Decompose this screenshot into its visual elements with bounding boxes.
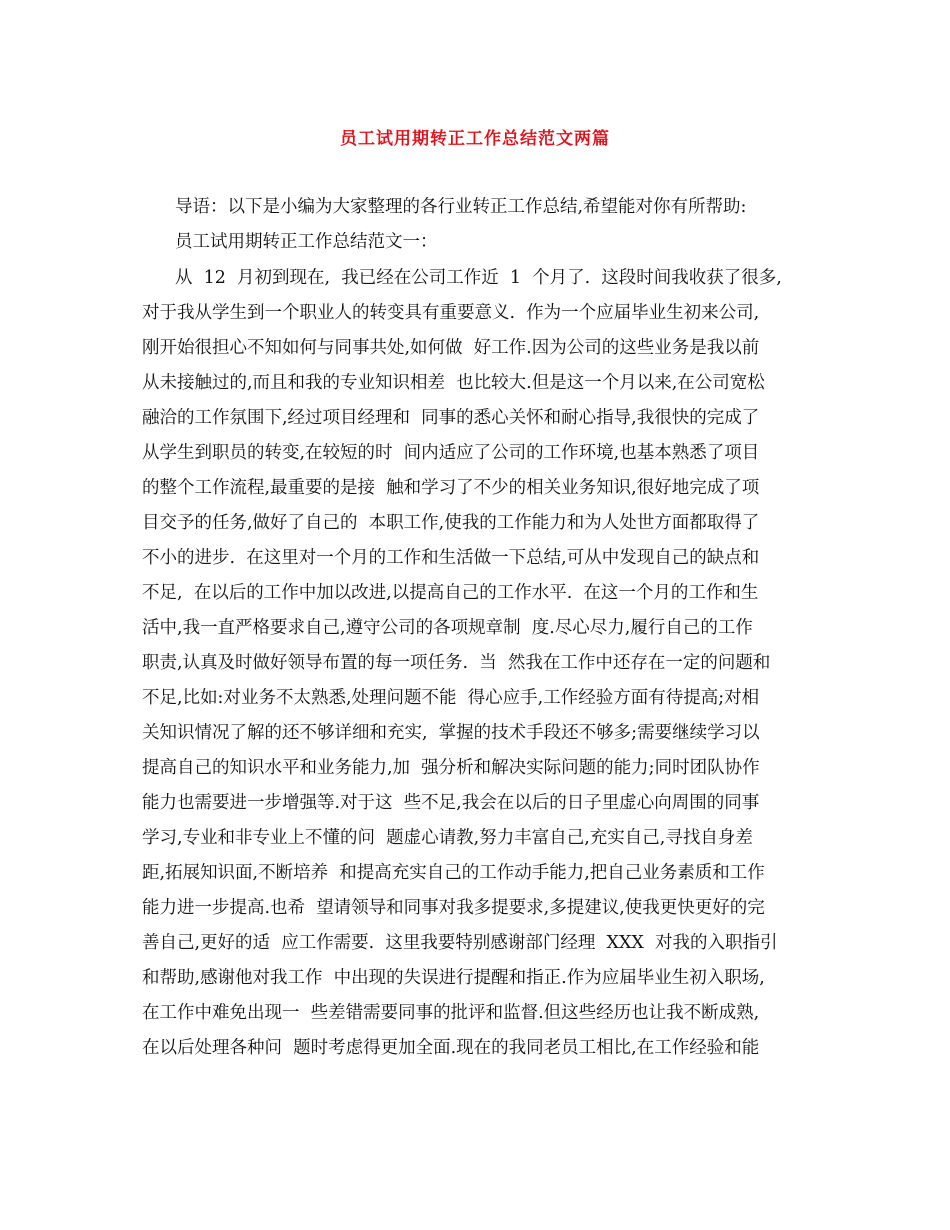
body-line: 职责,认真及时做好领导布置的每一项任务. 当 然我在工作中还存在一定的问题和 bbox=[142, 653, 771, 673]
body-line: 融洽的工作氛围下,经过项目经理和 同事的悉心关怀和耐心指导,我很快的完成了 bbox=[142, 408, 760, 428]
body-line: 从 12 月初到现在, 我已经在公司工作近 1 个月了. 这段时间我收获了很多, bbox=[175, 268, 782, 288]
body-line: 的整个工作流程,最重要的是接 触和学习了不少的相关业务知识,很好地完成了项 bbox=[142, 478, 760, 498]
body-line: 能力也需要进一步增强等.对于这 些不足,我会在以后的日子里虚心向周围的同事 bbox=[142, 793, 760, 813]
body-line: 提高自己的知识水平和业务能力,加 强分析和解决实际问题的能力;同时团队协作 bbox=[142, 758, 760, 778]
body-line: 目交予的任务,做好了自己的 本职工作,使我的工作能力和为人处世方面都取得了 bbox=[142, 513, 760, 533]
body-line: 不足,比如:对业务不太熟悉,处理问题不能 得心应手,工作经验方面有待提高;对相 bbox=[142, 688, 760, 708]
body-line: 能力进一步提高.也希 望请领导和同事对我多提要求,多提建议,使我更快更好的完 bbox=[142, 898, 765, 918]
intro-paragraph: 导语：以下是小编为大家整理的各行业转正工作总结,希望能对你有所帮助: bbox=[175, 197, 747, 217]
body-line: 对于我从学生到一个职业人的转变具有重要意义. 作为一个应届毕业生初来公司, bbox=[142, 303, 760, 323]
body-line: 善自己,更好的适 应工作需要. 这里我要特别感谢部门经理 XXX 对我的入职指引 bbox=[142, 933, 778, 953]
body-line: 在以后处理各种问 题时考虑得更加全面.现在的我同老员工相比,在工作经验和能 bbox=[142, 1038, 760, 1058]
body-line: 距,拓展知识面,不断培养 和提高充实自己的工作动手能力,把自己业务素质和工作 bbox=[142, 863, 765, 883]
body-line: 和帮助,感谢他对我工作 中出现的失误进行提醒和指正.作为应届毕业生初入职场, bbox=[142, 968, 765, 988]
body-line: 关知识情况了解的还不够详细和充实, 掌握的技术手段还不够多;需要继续学习以 bbox=[142, 723, 760, 743]
body-line: 不小的进步. 在这里对一个月的工作和生活做一下总结,可从中发现自己的缺点和 bbox=[142, 548, 760, 568]
body-line: 在工作中难免出现一 些差错需要同事的批评和监督.但这些经历也让我不断成熟, bbox=[142, 1003, 760, 1023]
body-line: 刚开始很担心不知如何与同事共处,如何做 好工作.因为公司的这些业务是我以前 bbox=[142, 338, 760, 358]
section-subtitle: 员工试用期转正工作总结范文一： bbox=[175, 232, 438, 252]
body-line: 从未接触过的,而且和我的专业知识相差 也比较大.但是这一个月以来,在公司宽松 bbox=[142, 373, 765, 393]
document-title: 员工试用期转正工作总结范文两篇 bbox=[340, 129, 610, 149]
body-line: 不足, 在以后的工作中加以改进,以提高自己的工作水平. 在这一个月的工作和生 bbox=[142, 583, 759, 603]
body-line: 学习,专业和非专业上不懂的问 题虚心请教,努力丰富自己,充实自己,寻找自身差 bbox=[142, 828, 753, 848]
body-line: 活中,我一直严格要求自己,遵守公司的各项规章制 度.尽心尽力,履行自己的工作 bbox=[142, 618, 753, 638]
body-line: 从学生到职员的转变,在较短的时 间内适应了公司的工作环境,也基本熟悉了项目 bbox=[142, 443, 760, 463]
